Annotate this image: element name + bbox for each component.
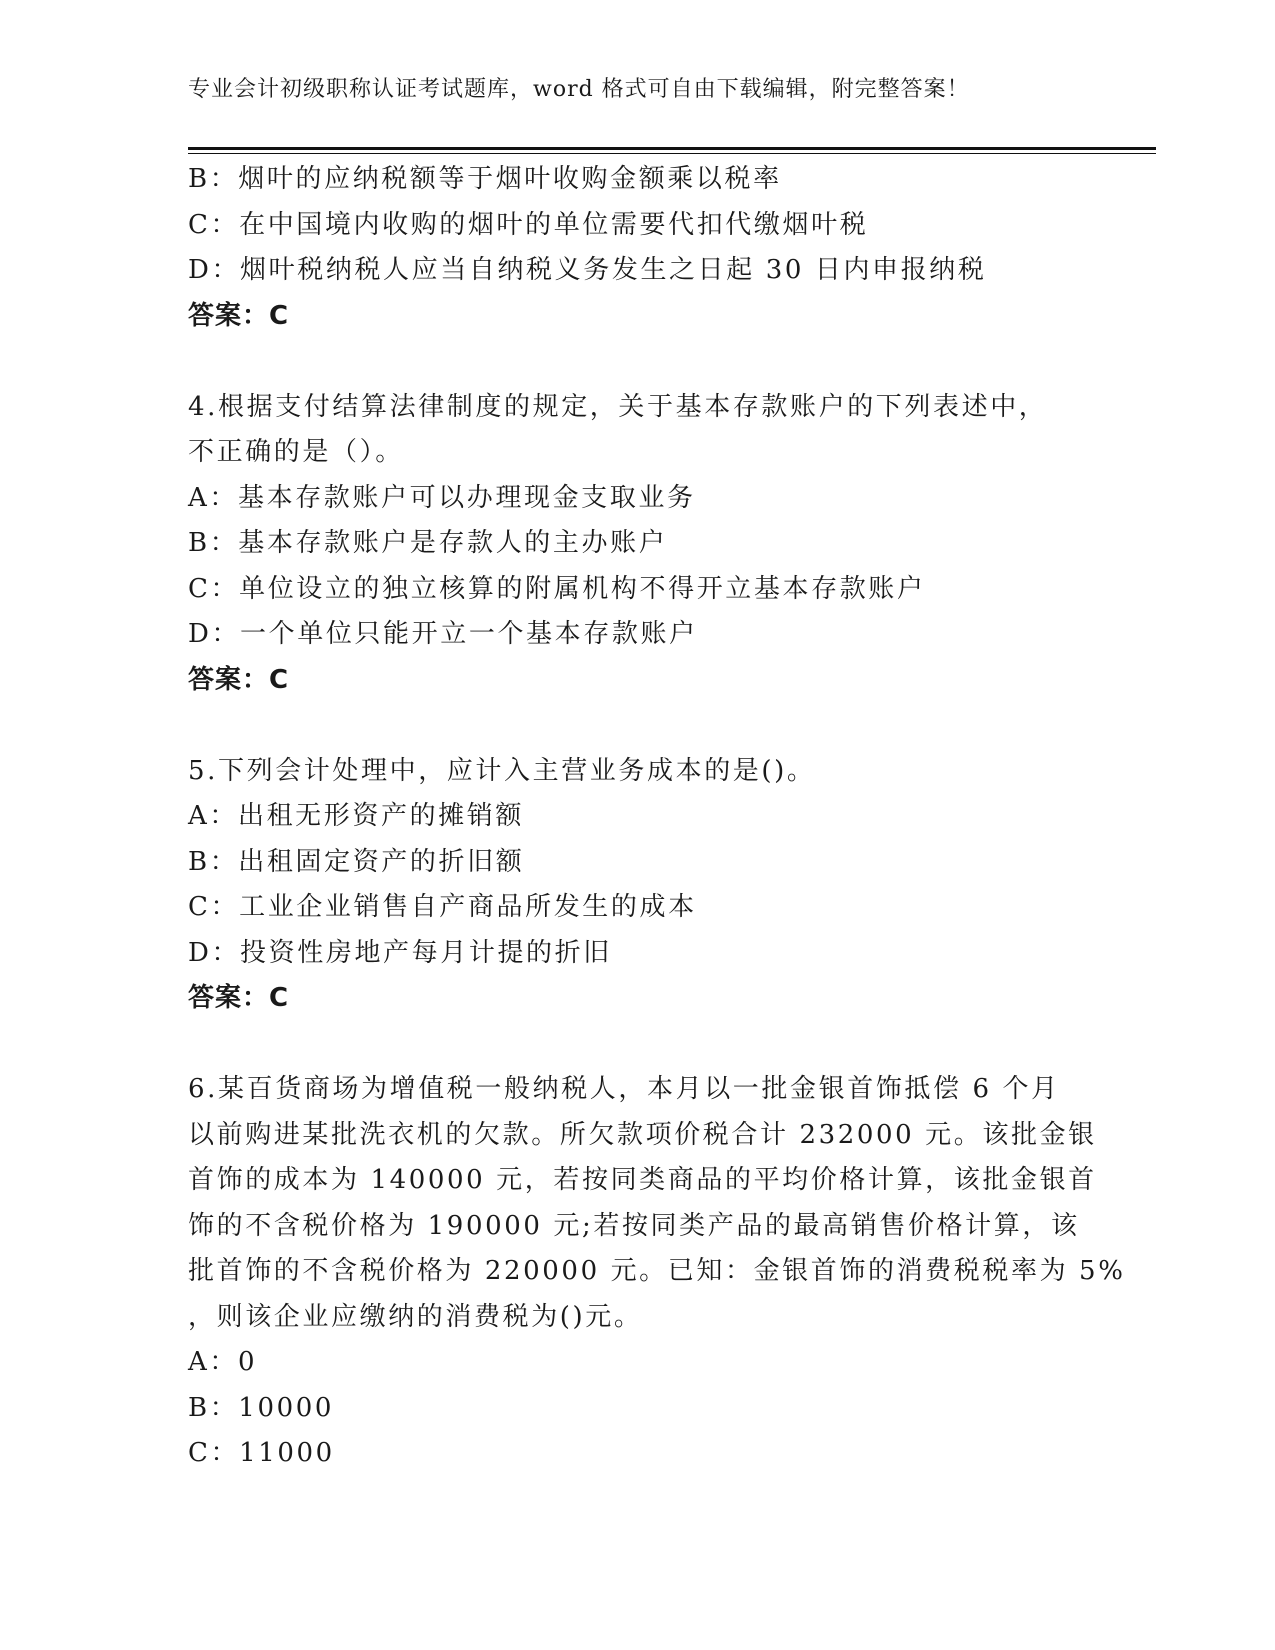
q6-stem-line: 饰的不含税价格为 190000 元;若按同类产品的最高销售价格计算，该 [188,1210,1080,1241]
q6-stem-line: 6.某百货商场为增值税一般纳税人，本月以一批金银首饰抵偿 6 个月 [188,1074,1060,1104]
q4-option-d: D：一个单位只能开立一个基本存款账户 [188,619,698,649]
q3-answer: 答案：C [188,300,290,331]
q5-option-d: D：投资性房地产每月计提的折旧 [188,937,612,968]
q6-option-b: B：10000 [188,1392,335,1423]
q4-option-a: A：基本存款账户可以办理现金支取业务 [188,482,696,513]
question-6 [188,1067,1126,1477]
q6-stem-line: ，则该企业应缴纳的消费税为()元。 [188,1301,643,1332]
q5-answer: 答案：C [188,983,290,1013]
q5-stem-line: 5.下列会计处理中，应计入主营业务成本的是()。 [188,755,816,786]
q5-option-c: C：工业企业销售自产商品所发生的成本 [188,892,697,922]
q5-option-a: A：出租无形资产的摊销额 [188,801,524,831]
question-5 [188,749,1088,1022]
header-rule-thin [188,153,1156,154]
question-4 [188,385,1088,704]
q4-stem-line: 4.根据支付结算法律制度的规定，关于基本存款账户的下列表述中， [188,391,1048,422]
q4-option-c: C：单位设立的独立核算的附属机构不得开立基本存款账户 [188,573,926,604]
q6-option-a: A：0 [188,1347,258,1377]
q4-option-b: B：基本存款账户是存款人的主办账户 [188,528,668,558]
q6-stem-line: 批首饰的不含税价格为 220000 元。已知：金银首饰的消费税税率为 5% [188,1256,1126,1286]
q5-option-b: B：出租固定资产的折旧额 [188,846,525,877]
q6-stem-line: 首饰的成本为 140000 元，若按同类商品的平均价格计算，该批金银首 [188,1165,1097,1195]
header-rule [188,147,1156,150]
q3-option-c: C：在中国境内收购的烟叶的单位需要代扣代缴烟叶税 [188,209,869,240]
q4-answer: 答案：C [188,664,290,695]
q6-stem-line: 以前购进某批洗衣机的欠款。所欠款项价税合计 232000 元。该批金银 [188,1119,1097,1150]
q4-stem-line: 不正确的是（）。 [188,437,404,467]
question-3-tail [188,157,1088,339]
q3-option-d: D：烟叶税纳税人应当自纳税义务发生之日起 30 日内申报纳税 [188,255,987,285]
q6-option-c: C：11000 [188,1438,335,1468]
q3-option-b: B：烟叶的应纳税额等于烟叶收购金额乘以税率 [188,164,782,194]
document-body [188,157,1126,1477]
page-header: 专业会计初级职称认证考试题库，word 格式可自由下载编辑，附完整答案！ [188,77,970,102]
